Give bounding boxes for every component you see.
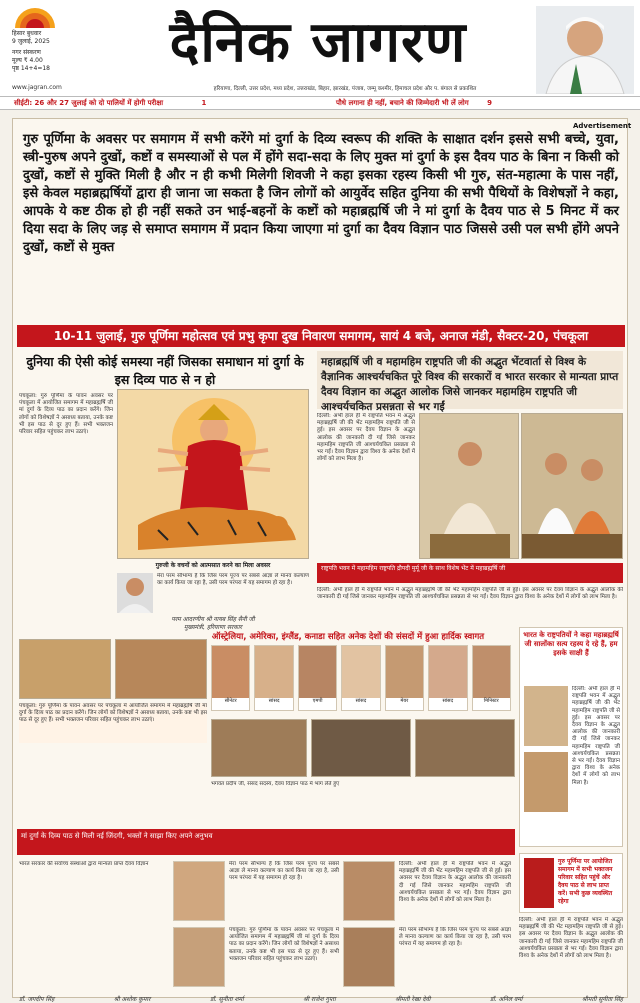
right-heading: महाब्रह्मर्षि जी व महामहिम राष्ट्रपति जी की अद्भुत भेंटवार्ता से विश्व के वैज्ञानिक आश्चर्यचकित पूरे विश्व की सरकारों व भारत सरकार से मान्यता प्राप्त दैवय विज्ञान का अद्भुत आलोक जिसे जानकर महामहिम राष्ट्रपति जी आश्चर्यचकित प्रसन्नता से भर गईं xyxy=(317,351,623,409)
portrait-card: सीनेटर xyxy=(211,645,250,711)
parliament-photo-3 xyxy=(415,719,515,777)
india-box-heading: भारत के राष्ट्रपतियों ने कहा महाब्रह्मर्षि जी सालोंका सत्य रहस्य दे रहे हैं, हम इसके साक्षी हैं xyxy=(523,631,619,657)
event-banner: 10-11 जुलाई, गुरु पूर्णिमा महोत्सव एवं प्रभु कृपा दुख निवारण समागम, सायं 4 बजे, अनाज मंडी, सैक्टर-20, पंचकूला xyxy=(17,325,625,347)
masthead-portrait-photo xyxy=(536,6,634,94)
devotee-photo xyxy=(115,639,207,699)
portrait-card: सांसद xyxy=(341,645,380,711)
edition-label: नगर संस्करण xyxy=(12,49,41,56)
ticker-page-right: 9 xyxy=(487,99,492,107)
website-url[interactable]: www.jagran.com xyxy=(12,84,62,91)
testimonial-names xyxy=(19,995,623,1003)
ticker-headline-left[interactable]: सीईटी: 26 और 27 जुलाई को दो पालियों में होगी परीक्षा xyxy=(14,99,164,107)
ticker-bar xyxy=(0,96,640,110)
right-body-text: दिल्ली: अभी हाल ही में राष्ट्रपति भवन में अद्भुत महाब्रह्मर्षि जी की भेंट महामहिम राष्ट्रपति जी से हुई। इस अवसर पर दैवय विज्ञान के अद्भुत आलोक की जानकारी दी गई जिसे जानकर महामहिम राष्ट्रपति जी आश्चर्यचकित प्रसन्नता से भर गईं। दैवय विज्ञान द्वारा विश्व के अनेक देशों में लोगों को लाभ मिला है। xyxy=(317,413,415,463)
portrait-card: मेयर xyxy=(385,645,424,711)
portrait-card: सांसद xyxy=(254,645,293,711)
hero-text: गुरु पूर्णिमा के अवसर पर समागम में सभी करेंगे मां दुर्गा के दिव्य स्वरूप की शक्ति के साक्षात दर्शन इससे सभी बच्चे, युवा, स्त्री-पुरुष अपने दुखों, कष्टों व समस्याओं से पल में होंगे सदा-सदा के लिए मुक्त मां दुर्गा के इस दैवय पाठ के बिना न किसी को दुखों, कष्टों से मुक्ति मिली है और न ही कभी मिलेगी शिवजी ने कहा इसका रहस्य किसी भी गुरु, संत-महात्मा के पास नहीं, इसे केवल महाब्रह्मर्षियों द्वारा ही जाना जा सकता है जिन लोगों को आयुर्वेद सहित दुनिया की सभी पैथियों के विशेषज्ञों ने कहा, आपके ये कष्ट ठीक हो ही नहीं सकते उन भाई-बहनों के कष्टों को महाब्रह्मर्षि जी ने मां दुर्गा के दैवय पाठ से 5 मिनट में कर दिया सदा के लिए जड़ से समाप्त समागम में प्रदान किया जाएगा मां दुर्गा का दैवय विज्ञान पाठ जिससे उसी पल सभी होंगे अपने दुखों, कष्टों से मुक्त xyxy=(23,132,619,255)
india-box-photo-1 xyxy=(524,686,568,746)
parliament-photo-1 xyxy=(211,719,307,777)
jagran-sun-logo xyxy=(12,8,58,30)
issue-date: हिसार बुधवार 9 जुलाई, 2025 xyxy=(12,30,50,45)
advertisement-panel xyxy=(12,118,632,1003)
india-box-text: दिल्ली: अभी हाल ही में राष्ट्रपति भवन में अद्भुत महाब्रह्मर्षि जी की भेंट महामहिम राष्ट्रपति जी से हुई। इस अवसर पर दैवय विज्ञान के अद्भुत आलोक की जानकारी दी गई जिसे जानकर महामहिम राष्ट्रपति जी आश्चर्यचकित प्रसन्नता से भर गईं। दैवय विज्ञान द्वारा विश्व के अनेक देशों में लोगों को लाभ मिला है। xyxy=(572,686,620,786)
india-box-photo-2 xyxy=(524,752,568,812)
testimonial-text: मेरा परम सौभाग्य है कि जिस परम पूज्य पर सबसे आज्ञा ले मानव कल्याण का कार्य किया जा रहा है, उसी परम परंपरा में यह समागम हो रहा है। xyxy=(229,861,339,882)
portrait-card: एमपी xyxy=(298,645,337,711)
parliament-caption-text: भगवंत प्रदीप जी, संसद सदस्य, दैवय विज्ञान पाठ में भाग लेते हुए xyxy=(211,781,340,787)
testimonial-name: श्रीमती रेखा देवी xyxy=(395,996,431,1003)
president-meeting-photo-2 xyxy=(521,413,623,559)
testimonial-photo xyxy=(343,861,395,921)
testimonial-name: श्री अशोक कुमार xyxy=(113,996,151,1003)
guru-purnima-box xyxy=(519,853,623,913)
testimonial-name: श्रीमती सुनीता सिंह xyxy=(582,996,623,1003)
parliament-portraits xyxy=(211,645,511,715)
testimonial-name: डॉ. सुनीता शर्मा xyxy=(210,996,244,1003)
price: मूल्य ₹ 4.00 xyxy=(12,57,43,64)
newspaper-title: दैनिक जागरण xyxy=(169,9,467,75)
bottom-left-text: भारत सरकार की सर्वोच्च संस्थाओं द्वारा मान्यता प्राप्त दैवय विज्ञान xyxy=(19,861,149,867)
left-heading: दुनिया की ऐसी कोई समस्या नहीं जिसका समाधान मां दुर्गा के इस दिव्य पाठ से न हो xyxy=(26,354,304,387)
testimonial-grid xyxy=(173,861,513,991)
goddess-durga-image xyxy=(117,389,309,559)
testimonial-photo xyxy=(173,861,225,921)
right-body-text-2: दिल्ली: अभी हाल ही में राष्ट्रपति भवन में अद्भुत महाब्रह्मर्षि जी की भेंट महामहिम राष्ट्रपति जी से हुई। इस अवसर पर दैवय विज्ञान के अद्भुत आलोक की जानकारी दी गई जिसे जानकर महामहिम राष्ट्रपति जी आश्चर्यचकित प्रसन्नता से भर गईं। दैवय विज्ञान द्वारा विश्व के अनेक देशों में लोगों को लाभ मिला है। xyxy=(317,587,623,601)
testimonial-name: डॉ. अनिल वर्मा xyxy=(489,996,523,1003)
guru-purnima-text: गुरु पूर्णिमा पर आयोजित समागम में सभी भक्तजन परिवार सहित पहुंचें और दैवय पाठ से लाभ प्राप्त करें। सभी कुछ व्यवस्थित रहेगा xyxy=(558,858,613,905)
ticker-page-left: 1 xyxy=(201,99,207,107)
cm-signature: परम आदरणीय श्री नायब सिंह सैनी जी मुख्यमंत्री, हरियाणा सरकार xyxy=(171,616,255,631)
ticker-headline-right[interactable]: पौधे लगाना ही नहीं, बचाने की जिम्मेदारी भी लें लोग xyxy=(336,99,469,107)
masthead xyxy=(0,0,640,96)
testimonial-text: मेरा परम सौभाग्य है कि जिस परम पूज्य पर सबसे आज्ञा ले मानव कल्याण का कार्य किया जा रहा है, उसी परम परंपरा में यह समागम हो रहा है। xyxy=(399,927,511,948)
president-caption: राष्ट्रपति भवन में महामहिम राष्ट्रपति द्रौपदी मुर्मू जी के साथ विशेष भेंट में महाब्रह्मर्षि जी xyxy=(317,563,623,583)
left-mid-text: पंचकूला: गुरु पूर्णिमा के पावन अवसर पर पंचकूला में आयोजित समागम में महाब्रह्मर्षि जी मां दुर्गा के दिव्य पाठ का प्रदान करेंगे। जिन लोगों को विशेषज्ञों ने असाध्य बताया, उनके कष्ट भी इस पाठ से दूर हुए हैं। सभी भक्तजन परिवार सहित पहुंचकर लाभ उठाएं। xyxy=(19,703,207,743)
testimonial-red-strip: मां दुर्गा के दिव्य पाठ से मिली नई जिंदगी, भक्तों ने साझा किए अपने अनुभव xyxy=(17,829,515,855)
parliament-photo-2 xyxy=(311,719,411,777)
page-count: पृष्ठ 14+4=18 xyxy=(12,65,50,72)
testimonial-photo xyxy=(343,927,395,987)
goddess-illustration xyxy=(118,390,309,559)
right-bottom-text: दिल्ली: अभी हाल ही में राष्ट्रपति भवन में अद्भुत महाब्रह्मर्षि जी की भेंट महामहिम राष्ट्रपति जी से हुई। इस अवसर पर दैवय विज्ञान के अद्भुत आलोक की जानकारी दी गई जिसे जानकर महामहिम राष्ट्रपति जी आश्चर्यचकित प्रसन्नता से भर गईं। दैवय विज्ञान द्वारा विश्व के अनेक देशों में लोगों को लाभ मिला है। xyxy=(519,917,623,960)
testimonial-text: पंचकूला: गुरु पूर्णिमा के पावन अवसर पर पंचकूला में आयोजित समागम में महाब्रह्मर्षि जी मां दुर्गा के दिव्य पाठ का प्रदान करेंगे। जिन लोगों को विशेषज्ञों ने असाध्य बताया, उनके कष्ट भी इस पाठ से दूर हुए हैं। सभी भक्तजन परिवार सहित पहुंचकर लाभ उठाएं। xyxy=(229,927,339,962)
parliament-heading: ऑस्ट्रेलिया, अमेरिका, इंग्लैंड, कनाडा सहित अनेक देशों की संसदों में हुआ हार्दिक स्वागत xyxy=(211,632,485,642)
event-crowd-photo xyxy=(19,639,111,699)
advertisement-label: Advertisement xyxy=(573,122,632,130)
editions-line: हरियाणा, दिल्ली, उत्तर प्रदेश, मध्य प्रदेश, उत्तराखंड, बिहार, झारखंड, पंजाब, जम्मू कश्मीर, हिमाचल प्रदेश और प. बंगाल से प्रकाशित xyxy=(213,86,477,92)
india-presidents-box xyxy=(519,627,623,847)
testimonial-name: श्री राजेश गुप्ता xyxy=(303,996,336,1003)
goddess-caption: गुरुजी के वचनों को आत्मसात करने का मिला अवसर xyxy=(155,562,271,569)
cm-quote-text: मेरा परम सौभाग्य है कि जिस परम पूज्य पर सबसे आज्ञा ले मानव कल्याण का कार्य किया जा रहा है, उसी परम परंपरा में यह समागम हो रहा है। xyxy=(157,573,309,587)
testimonial-name: डॉ. जगदीप सिंह xyxy=(19,996,55,1003)
testimonial-text: दिल्ली: अभी हाल ही में राष्ट्रपति भवन में अद्भुत महाब्रह्मर्षि जी की भेंट महामहिम राष्ट्रपति जी से हुई। इस अवसर पर दैवय विज्ञान के अद्भुत आलोक की जानकारी दी गई जिसे जानकर महामहिम राष्ट्रपति जी आश्चर्यचकित प्रसन्नता से भर गईं। दैवय विज्ञान द्वारा विश्व के अनेक देशों में लोगों को लाभ मिला है। xyxy=(399,861,511,904)
left-body-text: पंचकूला: गुरु पूर्णिमा के पावन अवसर पर पंचकूला में आयोजित समागम में महाब्रह्मर्षि जी मां दुर्गा के दिव्य पाठ का प्रदान करेंगे। जिन लोगों को विशेषज्ञों ने असाध्य बताया, उनके कष्ट भी इस पाठ से दूर हुए हैं। सभी भक्तजन परिवार सहित पहुंचकर लाभ उठाएं। xyxy=(19,393,113,436)
portrait-card: सांसद xyxy=(428,645,467,711)
guru-purnima-photo xyxy=(524,858,554,908)
cm-portrait xyxy=(117,573,153,613)
portrait-card: मिनिस्टर xyxy=(472,645,511,711)
testimonial-photo xyxy=(173,927,225,987)
president-meeting-photo-1 xyxy=(419,413,519,559)
